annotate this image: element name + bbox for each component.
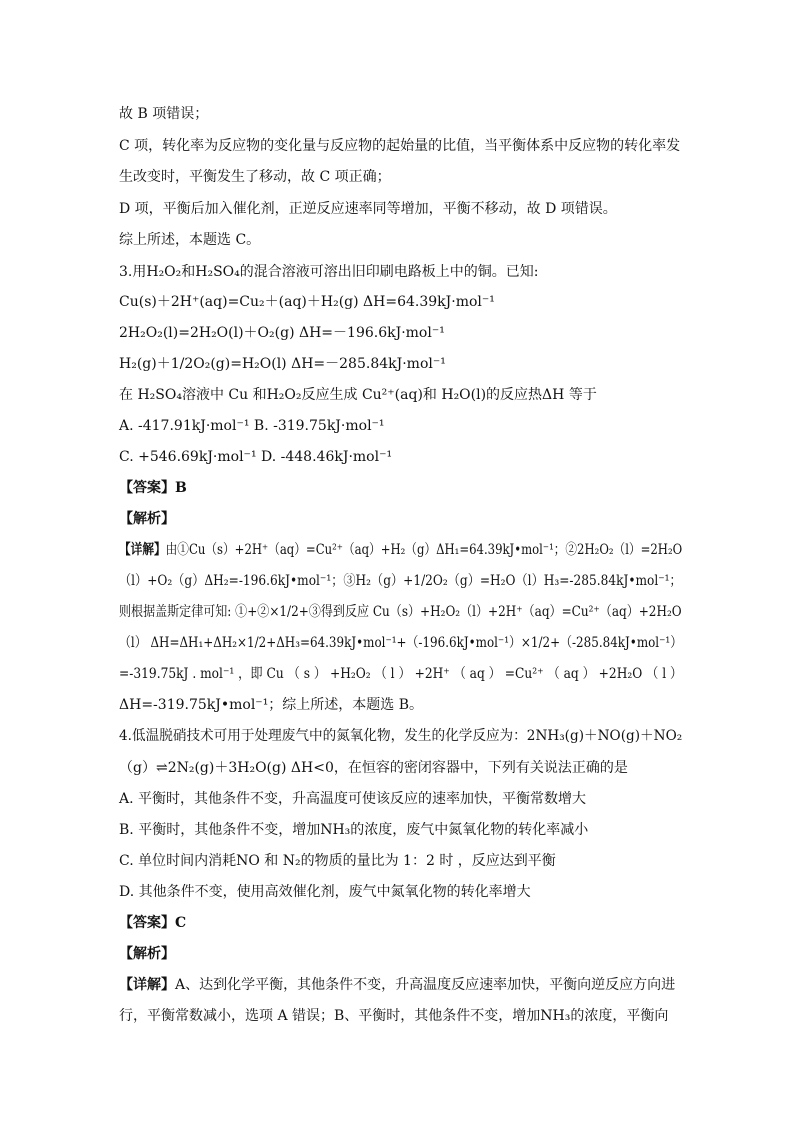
text-line: 在 H₂SO₄溶液中 Cu 和H₂O₂反应生成 Cu²⁺(aq)和 H₂O(l)的反应热ΔH 等于: [119, 387, 597, 403]
text-line: （l） ΔH=ΔH₁+ΔH₂×1/2+ΔH₃=64.39kJ•mol⁻¹+（-196.6kJ•mol⁻¹）×1/2+（-285.84kJ•mol⁻¹）: [119, 635, 683, 651]
text-line: B. 平衡时，其他条件不变，增加NH₃的浓度，废气中氮氧化物的转化率减小: [119, 822, 589, 838]
detail-label: 【详解】: [119, 977, 175, 993]
text-line: [119, 975, 675, 995]
text-line: 综上所述，本题选 C。: [119, 232, 261, 248]
text-line: D 项，平衡后加入催化剂，正逆反应速率同等增加，平衡不移动，故 D 项错误。: [119, 201, 617, 217]
text-line: ΔH=-319.75kJ•mol⁻¹；综上所述，本题选 B。: [119, 697, 424, 713]
text-line: （l）+O₂（g）ΔH₂=-196.6kJ•mol⁻¹；③H₂（g）+1/2O₂（g）=H₂O（l）H₃=-285.84kJ•mol⁻¹；: [119, 573, 682, 589]
section-heading: 【解析】: [119, 511, 175, 527]
text-line: A. -417.91kJ·mol⁻¹ B. -319.75kJ·mol⁻¹: [119, 418, 385, 434]
text-line: D. 其他条件不变，使用高效催化剂，废气中氮氧化物的转化率增大: [119, 884, 531, 900]
detail-text: 由①Cu（s）+2H⁺（aq）=Cu²⁺（aq）+H₂（g）ΔH₁=64.39kJ•mol⁻¹；②2H₂O₂（l）=2H₂O: [165, 542, 683, 558]
text-line: [119, 540, 682, 560]
section-heading: 【解析】: [119, 946, 175, 962]
text-line: 生改变时，平衡发生了移动，故 C 项正确；: [119, 169, 391, 185]
detail-label: 【详解】: [119, 542, 166, 558]
section-heading: 【答案】B: [119, 480, 187, 496]
text-line: A. 平衡时，其他条件不变，升高温度可使该反应的速率加快，平衡常数增大: [119, 791, 587, 807]
text-line: C 项，转化率为反应物的变化量与反应物的起始量的比值，当平衡体系中反应物的转化率发: [119, 138, 681, 154]
text-line: C. +546.69kJ·mol⁻¹ D. -448.46kJ·mol⁻¹: [119, 449, 393, 465]
text-line: =-319.75kJ . mol⁻¹ ，即 Cu （ s ） +H₂O₂ （ l ） +2H⁺ （ aq ） =Cu²⁺ （ aq ） +2H₂O （ l ）: [119, 666, 683, 682]
text-line: 3.用H₂O₂和H₂SO₄的混合溶液可溶出旧印刷电路板上中的铜。已知:: [119, 264, 539, 280]
text-line: 则根据盖斯定律可知: ①+②×1/2+③得到反应 Cu（s）+H₂O₂（l）+2H⁺（aq）=Cu²⁺（aq）+2H₂O: [119, 604, 682, 620]
text-line: 2H₂O₂(l)=2H₂O(l)＋O₂(g) ΔH=－196.6kJ·mol⁻¹: [119, 325, 445, 341]
text-line: Cu(s)＋2H⁺(aq)=Cu₂＋(aq)＋H₂(g) ΔH=64.39kJ·mol⁻¹: [119, 294, 495, 310]
section-heading: 【答案】C: [119, 915, 187, 931]
text-line: （g）⇌2N₂(g)＋3H₂O(g) ΔH<0，在恒容的密闭容器中，下列有关说法正确的是: [119, 760, 628, 776]
text-line: C. 单位时间内消耗NO 和 N₂的物质的量比为 1：2 时 ，反应达到平衡: [119, 853, 556, 869]
text-line: 4.低温脱硝技术可用于处理废气中的氮氧化物，发生的化学反应为：2NH₃(g)＋NO(g)＋NO₂: [119, 728, 683, 744]
text-line: 行，平衡常数减小，选项 A 错误；B、平衡时，其他条件不变，增加NH₃的浓度，平衡向: [119, 1008, 669, 1024]
text-line: 故 B 项错误；: [119, 106, 209, 122]
text-line: H₂(g)＋1/2O₂(g)=H₂O(l) ΔH=－285.84kJ·mol⁻¹: [119, 356, 446, 372]
detail-text: A、达到化学平衡，其他条件不变，升高温度反应速率加快，平衡向逆反应方向进: [175, 977, 676, 993]
